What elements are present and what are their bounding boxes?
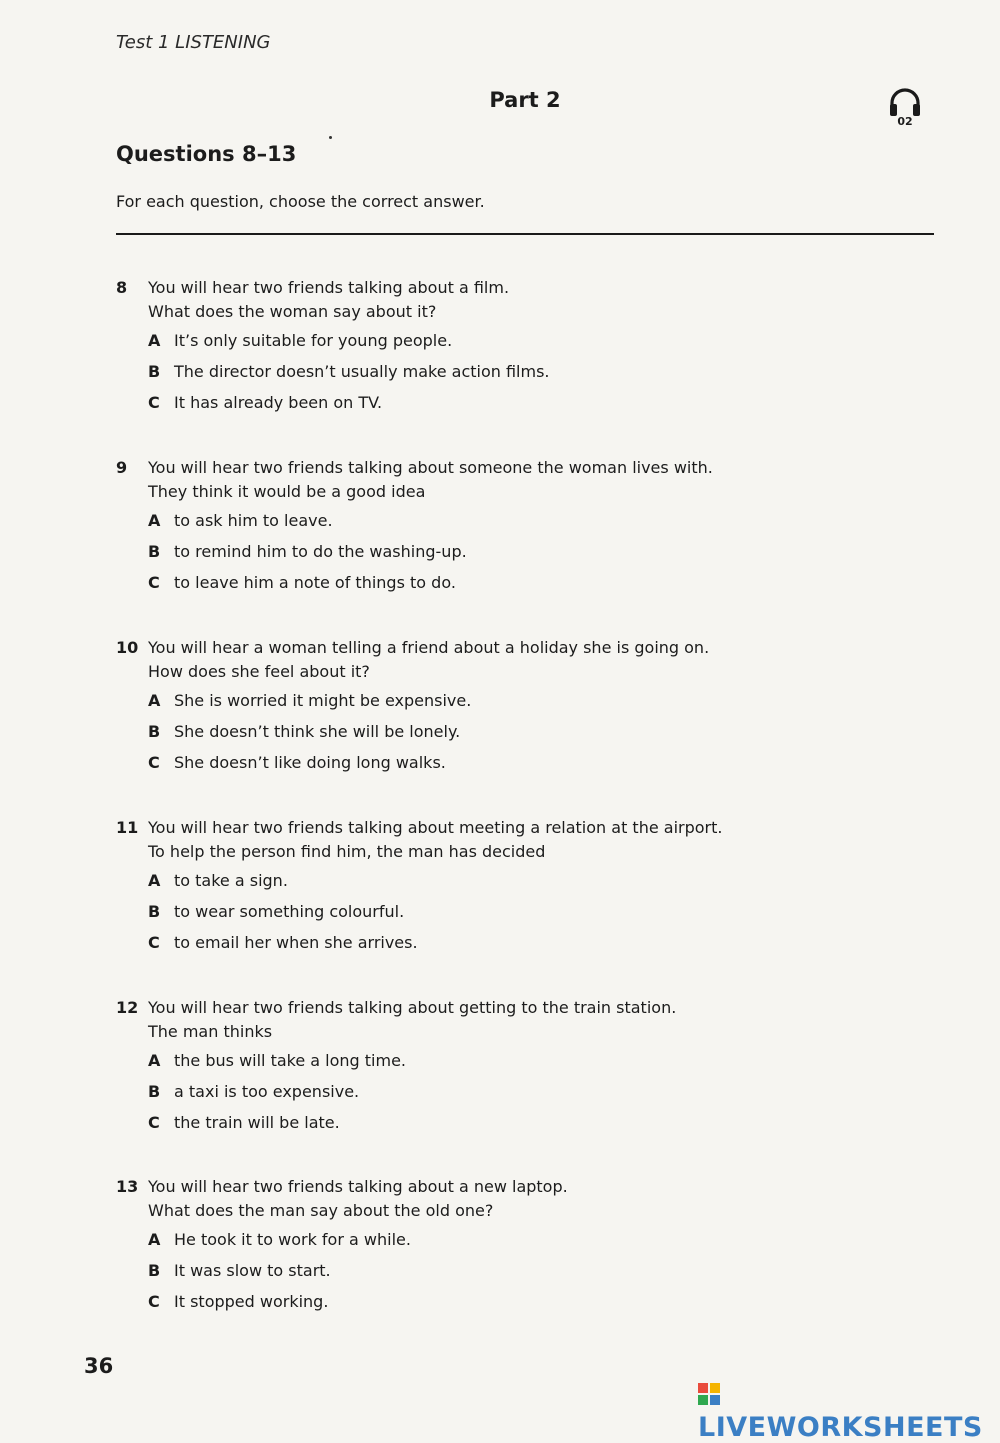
part-title: Part 2 xyxy=(489,88,561,112)
instruction-text: For each question, choose the correct answer. xyxy=(116,192,485,211)
question-stem xyxy=(148,996,676,1044)
audio-track-badge xyxy=(882,88,928,144)
option-letter: A xyxy=(148,871,161,890)
question-12 xyxy=(116,996,676,1143)
question-8 xyxy=(116,276,550,423)
option-text: It stopped working. xyxy=(174,1292,329,1311)
answer-options xyxy=(148,870,722,963)
answer-option-c[interactable] xyxy=(148,1112,676,1143)
option-letter: B xyxy=(148,722,161,741)
option-letter: B xyxy=(148,542,161,561)
option-letter: C xyxy=(148,1292,160,1311)
headphones-icon xyxy=(882,88,928,118)
brand-logo xyxy=(698,1378,1000,1443)
option-letter: C xyxy=(148,573,160,592)
answer-option-c[interactable] xyxy=(148,1291,568,1322)
brand-text: LIVEWORKSHEETS xyxy=(698,1412,983,1443)
answer-option-a[interactable] xyxy=(148,1050,676,1081)
stray-dot xyxy=(329,136,332,139)
question-stem xyxy=(148,816,722,864)
answer-option-a[interactable] xyxy=(148,330,550,361)
question-stem-line: You will hear two friends talking about someone the woman lives with. xyxy=(148,458,713,477)
page-number: 36 xyxy=(84,1354,114,1378)
question-stem xyxy=(148,456,713,504)
question-13 xyxy=(116,1175,568,1322)
question-number: 11 xyxy=(116,818,139,837)
option-text: to ask him to leave. xyxy=(174,511,333,530)
answer-option-b[interactable] xyxy=(148,541,713,572)
question-stem-line: You will hear a woman telling a friend about a holiday she is going on. xyxy=(148,638,710,657)
question-11 xyxy=(116,816,722,963)
answer-option-b[interactable] xyxy=(148,721,709,752)
option-text: He took it to work for a while. xyxy=(174,1230,411,1249)
question-number: 8 xyxy=(116,278,128,297)
option-text: It was slow to start. xyxy=(174,1261,331,1280)
question-stem-line: You will hear two friends talking about a film. xyxy=(148,278,510,297)
answer-option-c[interactable] xyxy=(148,392,550,423)
question-number: 12 xyxy=(116,998,139,1017)
question-stem-line: You will hear two friends talking about getting to the train station. xyxy=(148,998,677,1017)
option-letter: B xyxy=(148,1261,161,1280)
option-letter: B xyxy=(148,362,161,381)
answer-option-b[interactable] xyxy=(148,361,550,392)
answer-option-a[interactable] xyxy=(148,1229,568,1260)
question-10 xyxy=(116,636,709,783)
option-letter: B xyxy=(148,902,161,921)
answer-option-b[interactable] xyxy=(148,901,722,932)
answer-option-b[interactable] xyxy=(148,1081,676,1112)
option-text: to leave him a note of things to do. xyxy=(174,573,456,592)
answer-option-b[interactable] xyxy=(148,1260,568,1291)
question-stem-line: The man thinks xyxy=(148,1022,273,1041)
option-text: the bus will take a long time. xyxy=(174,1051,407,1070)
option-text: She doesn’t like doing long walks. xyxy=(174,753,446,772)
answer-options xyxy=(148,1229,568,1322)
answer-option-a[interactable] xyxy=(148,870,722,901)
question-stem xyxy=(148,1175,568,1223)
answer-option-c[interactable] xyxy=(148,752,709,783)
option-text: The director doesn’t usually make action films. xyxy=(174,362,550,381)
question-stem-line: They think it would be a good idea xyxy=(148,482,426,501)
question-number: 9 xyxy=(116,458,128,477)
option-letter: C xyxy=(148,933,160,952)
option-text: It has already been on TV. xyxy=(174,393,383,412)
option-letter: C xyxy=(148,393,160,412)
option-text: She doesn’t think she will be lonely. xyxy=(174,722,461,741)
answer-options xyxy=(148,330,550,423)
liveworksheets-logo-icon xyxy=(698,1381,720,1412)
option-text: to take a sign. xyxy=(174,871,288,890)
answer-option-c[interactable] xyxy=(148,932,722,963)
question-9 xyxy=(116,456,713,603)
test-title: Test 1 LISTENING xyxy=(116,32,271,53)
divider-line xyxy=(116,233,934,235)
option-text: She is worried it might be expensive. xyxy=(174,691,472,710)
audio-track-number: 02 xyxy=(897,115,913,128)
question-stem-line: How does she feel about it? xyxy=(148,662,370,681)
option-text: the train will be late. xyxy=(174,1113,340,1132)
option-text: to remind him to do the washing-up. xyxy=(174,542,467,561)
option-letter: A xyxy=(148,331,161,350)
answer-option-c[interactable] xyxy=(148,572,713,603)
question-stem-line: You will hear two friends talking about a new laptop. xyxy=(148,1177,568,1196)
option-letter: C xyxy=(148,1113,160,1132)
question-number: 13 xyxy=(116,1177,139,1196)
option-letter: A xyxy=(148,1051,161,1070)
answer-options xyxy=(148,510,713,603)
question-stem xyxy=(148,276,550,324)
question-stem-line: To help the person find him, the man has decided xyxy=(148,842,546,861)
option-letter: A xyxy=(148,511,161,530)
question-number: 10 xyxy=(116,638,139,657)
question-stem-line: What does the woman say about it? xyxy=(148,302,437,321)
question-stem-line: What does the man say about the old one? xyxy=(148,1201,494,1220)
option-letter: A xyxy=(148,1230,161,1249)
answer-options xyxy=(148,690,709,783)
answer-option-a[interactable] xyxy=(148,690,709,721)
option-text: a taxi is too expensive. xyxy=(174,1082,360,1101)
answer-options xyxy=(148,1050,676,1143)
question-stem-line: You will hear two friends talking about meeting a relation at the airport. xyxy=(148,818,723,837)
option-text: to email her when she arrives. xyxy=(174,933,418,952)
option-letter: B xyxy=(148,1082,161,1101)
option-letter: C xyxy=(148,753,160,772)
question-stem xyxy=(148,636,709,684)
answer-option-a[interactable] xyxy=(148,510,713,541)
option-letter: A xyxy=(148,691,161,710)
questions-range-heading: Questions 8–13 xyxy=(116,142,297,166)
option-text: It’s only suitable for young people. xyxy=(174,331,453,350)
option-text: to wear something colourful. xyxy=(174,902,405,921)
